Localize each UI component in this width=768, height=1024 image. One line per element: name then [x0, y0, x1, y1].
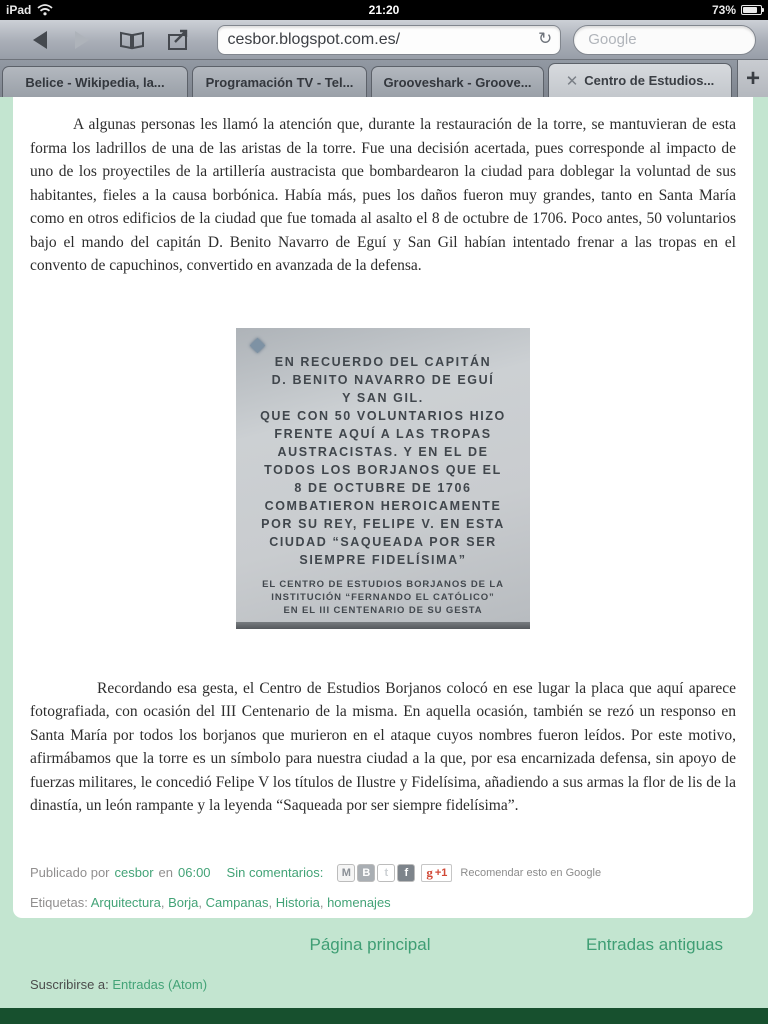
- plaque-bottom-shadow: [236, 622, 530, 629]
- plaque-line: SIEMPRE FIDELÍSIMA”: [299, 552, 467, 567]
- google-g-icon: g: [426, 864, 433, 880]
- tab-inactive[interactable]: [2, 66, 188, 97]
- plusone-label: +1: [434, 866, 448, 879]
- tab-label: Belice - Wikipedia, la...: [25, 74, 165, 90]
- post-paragraph-1: A algunas personas les llamó la atención que, durante la restauración de la torre, se mantuvieran de esta forma los ladrillos de una de las aristas de la torre. Fue una decisión acertada, pues corresponde al impacto de uno de los proyectiles de la artillería austracista que bombardearon la ciudad para doblegar la voluntad de sus habitantes, fieles a la causa borbónica. Había más, pues los daños fueron muy grandes, tanto en Santa María como en otros edificios de la ciudad que fue tomada al asalto el 8 de octubre de 1706. Poco antes, 50 voluntarios bajo el mando del capitán D. Benito Navarro de Eguí y San Gil habían intentado frenar a las tropas en el convento de capuchinos, convertido en avanzada de la defensa.: [30, 116, 736, 274]
- labels-links: [91, 895, 391, 910]
- plaque-line: AUSTRACISTAS. Y EN EL DE: [277, 444, 489, 459]
- tab-label: Centro de Estudios...: [584, 73, 715, 88]
- recommend-label: Recomendar esto en Google: [460, 866, 602, 879]
- bookmarks-button[interactable]: [119, 30, 145, 50]
- reload-icon[interactable]: ↻: [537, 28, 553, 48]
- post-card: [13, 97, 753, 918]
- label-separator: ,: [198, 894, 206, 910]
- plaque-line: POR SU REY, FELIPE V. EN ESTA: [261, 516, 505, 531]
- tab-inactive[interactable]: [192, 66, 367, 97]
- share-icons: [337, 864, 452, 882]
- plaque-main-text: [236, 353, 530, 569]
- plaque-line: FRENTE AQUÍ A LAS TROPAS: [274, 426, 492, 441]
- tab-label: Grooveshark - Groove...: [383, 74, 532, 90]
- author-link[interactable]: cesbor: [114, 865, 154, 880]
- plaque-line: QUE CON 50 VOLUNTARIOS HIZO: [260, 408, 506, 423]
- plaque-emblem-icon: [250, 337, 266, 353]
- post-paragraph-2: Recordando esa gesta, el Centro de Estudios Borjanos colocó en ese lugar la placa que aquí aparece fotografiada, con ocasión del III Centenario de la misma. En aquella ocasión, también se rezó un responso en Santa María por todos los borjanos que murieron en el ataque cuyos nombres fueron leídos. Por este motivo, afirmábamos que la torre es un símbolo para nuestra ciudad a la que, por esa encarnizada defensa, sin apoyo de fuerzas militares, le concedió Felipe V los títulos de Ilustre y Fidelísima, añadiendo a sus armas la flor de lis de la dinastía, un león rampante y la leyenda “Saqueada por ser siempre fidelísima”.: [30, 679, 736, 814]
- post-meta: [30, 864, 736, 882]
- new-tab-button[interactable]: +: [737, 60, 768, 97]
- back-button[interactable]: [26, 25, 54, 55]
- tab-close-icon[interactable]: ✕: [565, 72, 579, 90]
- label-separator: ,: [160, 894, 169, 910]
- label-separator: ,: [319, 894, 328, 910]
- email-share-icon[interactable]: M: [337, 864, 355, 882]
- comments-link[interactable]: Sin comentarios:: [226, 865, 324, 880]
- bottom-footer-bar: [0, 1008, 768, 1024]
- tab-bar: [0, 60, 768, 97]
- plaque-line: 8 DE OCTUBRE DE 1706: [294, 480, 472, 495]
- plaque-photo[interactable]: [236, 328, 530, 629]
- forward-button[interactable]: [68, 25, 96, 55]
- label-link[interactable]: Arquitectura: [90, 894, 161, 910]
- plaque-line: CIUDAD “SAQUEADA POR SER: [269, 534, 497, 549]
- tab-inactive[interactable]: [371, 66, 544, 97]
- url-input[interactable]: [218, 26, 561, 54]
- battery-icon: [741, 5, 762, 15]
- plaque-line: Y SAN GIL.: [342, 390, 424, 405]
- post-time-link[interactable]: 06:00: [178, 865, 211, 880]
- label-link[interactable]: Borja: [168, 894, 199, 910]
- plaque-line: TODOS LOS BORJANOS QUE EL: [264, 462, 502, 477]
- share-button[interactable]: [167, 29, 193, 51]
- status-bar: [0, 0, 768, 20]
- back-icon: [33, 31, 47, 49]
- battery-percent: 73%: [711, 3, 736, 17]
- url-field[interactable]: [217, 25, 562, 55]
- plaque-line: COMBATIERON HEROICAMENTE: [264, 498, 502, 513]
- bookmarks-book-icon: [119, 30, 145, 50]
- clock: 21:20: [368, 3, 400, 17]
- label-link[interactable]: Historia: [275, 894, 320, 910]
- tab-active[interactable]: [548, 63, 732, 97]
- published-label: Publicado por: [30, 865, 110, 880]
- plaque-footer-text: [236, 578, 530, 617]
- search-field[interactable]: [573, 25, 756, 55]
- pager-home-link[interactable]: Página principal: [309, 935, 431, 954]
- tab-strip: [2, 63, 736, 97]
- subscribe-atom-link[interactable]: Entradas (Atom): [112, 977, 208, 992]
- subscribe-prefix: Suscribirse a:: [30, 977, 109, 992]
- twitter-share-icon[interactable]: t: [377, 864, 395, 882]
- carrier-label: iPad: [6, 3, 32, 17]
- tab-label: Programación TV - Tel...: [205, 74, 354, 90]
- at-label: en: [158, 865, 173, 880]
- web-page: [0, 97, 768, 1024]
- label-separator: ,: [268, 894, 276, 910]
- share-icon: [167, 29, 193, 51]
- label-link[interactable]: homenajes: [327, 894, 391, 910]
- browser-toolbar: [0, 20, 768, 60]
- facebook-share-icon[interactable]: f: [397, 864, 415, 882]
- plaque-footer-line: INSTITUCIÓN “FERNANDO EL CATÓLICO”: [271, 591, 495, 603]
- label-link[interactable]: Campanas: [205, 894, 269, 910]
- plaque-footer-line: EL CENTRO DE ESTUDIOS BORJANOS DE LA: [262, 578, 504, 590]
- plaque-image: [236, 328, 530, 629]
- plaque-line: D. BENITO NAVARRO DE EGUÍ: [271, 372, 495, 387]
- google-plusone-button[interactable]: [421, 864, 452, 882]
- blog-pager: [0, 935, 740, 955]
- blogger-share-icon[interactable]: B: [357, 864, 375, 882]
- pager-older-link[interactable]: Entradas antiguas: [585, 935, 723, 954]
- labels-line: [30, 895, 736, 910]
- wifi-icon: [37, 4, 53, 16]
- subscribe-line: [30, 977, 207, 992]
- labels-prefix: Etiquetas:: [30, 894, 88, 910]
- search-input[interactable]: [574, 26, 755, 54]
- plaque-line: EN RECUERDO DEL CAPITÁN: [274, 354, 492, 369]
- plaque-footer-line: EN EL III CENTENARIO DE SU GESTA: [283, 604, 483, 616]
- forward-icon: [75, 31, 89, 49]
